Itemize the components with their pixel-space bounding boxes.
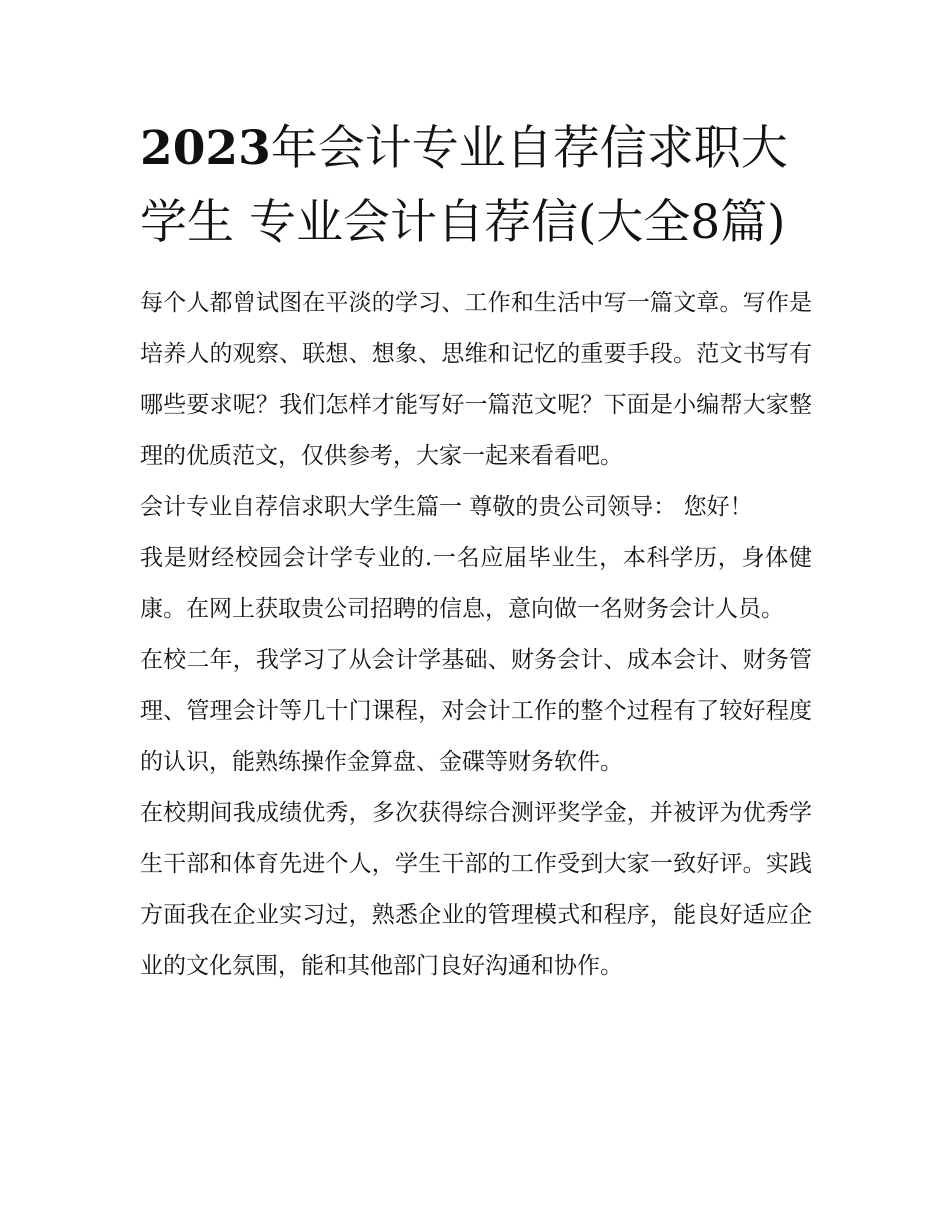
achievement-paragraph: 在校期间我成绩优秀，多次获得综合测评奖学金，并被评为优秀学生干部和体育先进个人，学生干部的工作受到大家一致好评。实践方面我在企业实习过，熟悉企业的管理模式和程序，能良好适应企业的文化氛围，能和其他部门良好沟通和协作。 — [140, 800, 812, 979]
document-page — [140, 112, 812, 992]
study-paragraph: 在校二年，我学习了从会计学基础、财务会计、成本会计、财务管理、管理会计等几十门课程，对会计工作的整个过程有了较好程度的认识，能熟练操作金算盘、金碟等财务软件。 — [140, 647, 812, 775]
self-intro-paragraph: 我是财经校园会计学专业的.一名应届毕业生，本科学历，身体健康。在网上获取贵公司招聘的信息，意向做一名财务会计人员。 — [140, 545, 812, 622]
intro-paragraph: 每个人都曾试图在平淡的学习、工作和生活中写一篇文章。写作是培养人的观察、联想、想象、思维和记忆的重要手段。范文书写有哪些要求呢？我们怎样才能写好一篇范文呢？下面是小编帮大家整理的优质范文，仅供参考，大家一起来看看吧。 — [140, 290, 812, 469]
greeting-paragraph: 会计专业自荐信求职大学生篇一 尊敬的贵公司领导： 您好！ — [140, 494, 753, 520]
title-text: 年会计专业自荐信求职大学生 专业会计自荐信(大全8篇) — [140, 121, 788, 250]
title-year: 2023 — [140, 121, 271, 176]
document-body — [140, 278, 812, 992]
document-title — [140, 112, 812, 260]
